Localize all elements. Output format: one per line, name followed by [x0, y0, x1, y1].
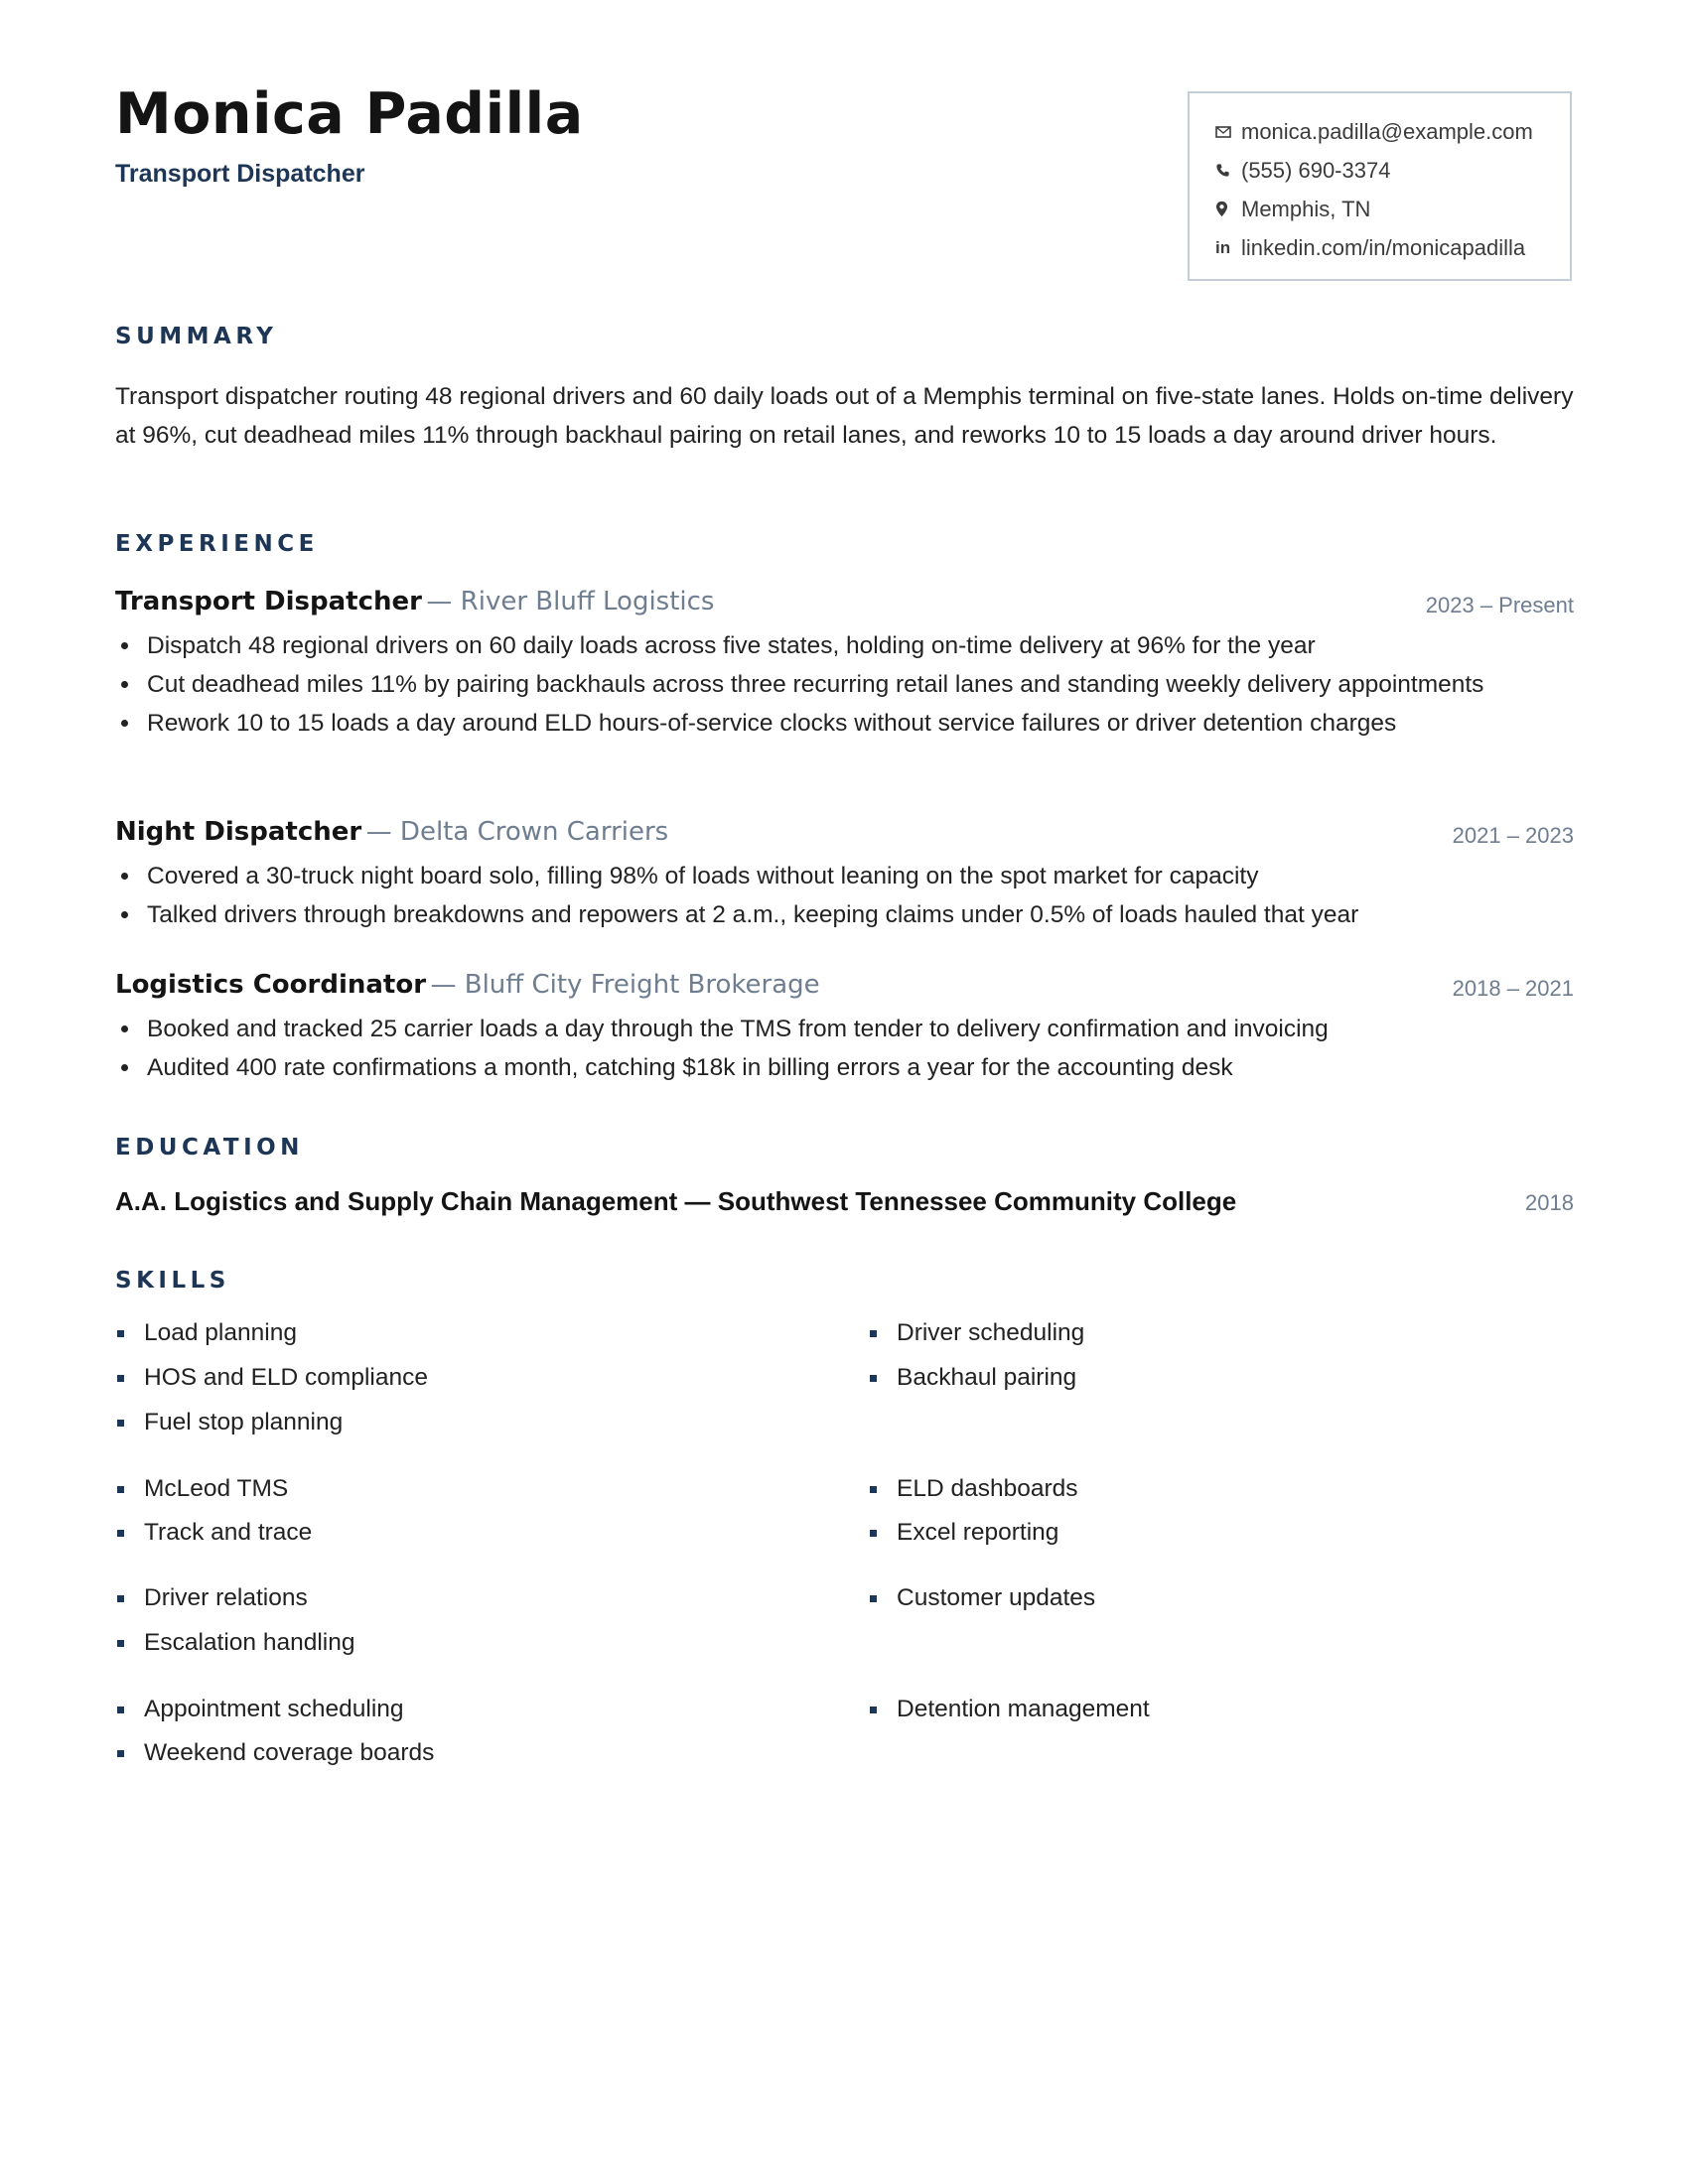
education-heading: EDUCATION: [115, 1135, 304, 1160]
skills-heading: SKILLS: [115, 1268, 230, 1294]
job-title: Transport Dispatcher: [115, 587, 422, 616]
skill-item: ELD dashboards: [868, 1471, 1078, 1507]
job-bullets: [115, 857, 1574, 934]
job-bullet: Cut deadhead miles 11% by pairing backhauls across three recurring retail lanes and standing weekly delivery appointments: [115, 665, 1574, 704]
contact-location: [1215, 190, 1570, 228]
contact-box: [1188, 91, 1572, 281]
job-header: [115, 970, 1574, 1010]
job-dates: 2021 – 2023: [1452, 823, 1574, 848]
phone-text[interactable]: (555) 690-3374: [1241, 157, 1391, 183]
job-title: Night Dispatcher: [115, 817, 362, 847]
skill-item: Escalation handling: [115, 1625, 355, 1661]
skill-item: Fuel stop planning: [115, 1405, 343, 1440]
job-bullet: Talked drivers through breakdowns and repowers at 2 a.m., keeping claims under 0.5% of loads hauled that year: [115, 895, 1574, 934]
job-entry: [115, 970, 1574, 1087]
linkedin-text[interactable]: linkedin.com/in/monicapadilla: [1241, 234, 1526, 260]
resume-header: [115, 0, 1574, 298]
job-bullet: Audited 400 rate confirmations a month, catching $18k in billing errors a year for the accounting desk: [115, 1048, 1574, 1087]
skill-item: HOS and ELD compliance: [115, 1360, 428, 1396]
job-entry: [115, 817, 1574, 934]
phone-icon: [1215, 163, 1241, 178]
skill-item: Backhaul pairing: [868, 1360, 1076, 1396]
linkedin-icon: in: [1215, 237, 1231, 257]
contact-linkedin[interactable]: [1215, 228, 1570, 267]
skill-item: Driver relations: [115, 1580, 308, 1616]
email-text[interactable]: monica.padilla@example.com: [1241, 118, 1533, 144]
experience-heading: EXPERIENCE: [115, 531, 319, 557]
job-header: [115, 587, 1574, 626]
job-company: — River Bluff Logistics: [426, 587, 715, 616]
candidate-name: Monica Padilla: [115, 81, 584, 147]
candidate-role: Transport Dispatcher: [115, 160, 365, 188]
education-entry: [115, 1186, 1574, 1226]
contact-phone[interactable]: [1215, 151, 1570, 190]
skill-item: Detention management: [868, 1692, 1150, 1727]
skill-item: Track and trace: [115, 1515, 312, 1551]
resume-page: [115, 0, 1574, 1766]
location-pin-icon: [1215, 201, 1241, 217]
skill-item: Appointment scheduling: [115, 1692, 404, 1727]
location-text: Memphis, TN: [1241, 196, 1371, 221]
skill-item: Weekend coverage boards: [115, 1735, 434, 1771]
mail-icon: [1215, 126, 1241, 138]
job-bullet: Rework 10 to 15 loads a day around ELD hours-of-service clocks without service failures or driver detention charges: [115, 704, 1574, 743]
job-header: [115, 817, 1574, 857]
job-company: — Bluff City Freight Brokerage: [430, 970, 820, 1000]
education-year: 2018: [1525, 1190, 1574, 1215]
education-degree: A.A. Logistics and Supply Chain Management — Southwest Tennessee Community College: [115, 1186, 1237, 1216]
summary-text: Transport dispatcher routing 48 regional drivers and 60 daily loads out of a Memphis terminal on five-state lanes. Holds on-time delivery at 96%, cut deadhead miles 11% through backhaul pairing on retail lanes, and reworks 10 to 15 loads a day around driver hours.: [115, 383, 1574, 449]
skill-item: McLeod TMS: [115, 1471, 288, 1507]
skill-item: Excel reporting: [868, 1515, 1058, 1551]
job-company: — Delta Crown Carriers: [365, 817, 669, 847]
skill-item: Driver scheduling: [868, 1315, 1084, 1351]
job-title: Logistics Coordinator: [115, 970, 427, 1000]
job-dates: 2018 – 2021: [1452, 976, 1574, 1001]
skill-item: Load planning: [115, 1315, 297, 1351]
job-dates: 2023 – Present: [1425, 593, 1574, 617]
job-bullets: [115, 1010, 1574, 1087]
summary-heading: SUMMARY: [115, 324, 278, 349]
job-bullets: [115, 626, 1574, 743]
job-entry: [115, 587, 1574, 743]
job-bullet: Covered a 30-truck night board solo, filling 98% of loads without leaning on the spot market for capacity: [115, 857, 1574, 895]
job-bullet: Dispatch 48 regional drivers on 60 daily loads across five states, holding on-time delivery at 96% for the year: [115, 626, 1574, 665]
job-bullet: Booked and tracked 25 carrier loads a day through the TMS from tender to delivery confirmation and invoicing: [115, 1010, 1574, 1048]
skill-item: Customer updates: [868, 1580, 1095, 1616]
contact-email[interactable]: [1215, 112, 1570, 151]
